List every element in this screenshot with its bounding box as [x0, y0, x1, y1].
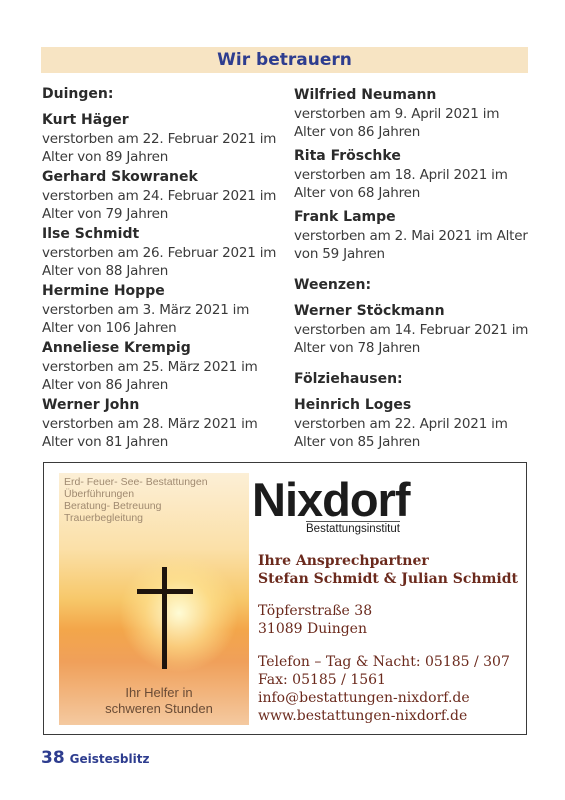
contact-names: Stefan Schmidt & Julian Schmidt [258, 571, 518, 587]
obituary-name: Heinrich Loges [294, 397, 412, 413]
obituary-text: Alter von 79 Jahren [42, 206, 169, 222]
obituary-text: verstorben am 28. März 2021 im [42, 416, 258, 432]
obituary-name: Anneliese Krempig [42, 340, 191, 356]
publication-name: Geistesblitz [69, 752, 150, 766]
website-link[interactable]: www.bestattungen-nixdorf.de [258, 708, 468, 724]
email-address[interactable]: info@bestattungen-nixdorf.de [258, 690, 470, 706]
slogan-line: schweren Stunden [105, 701, 213, 716]
slogan-line: Ihr Helfer in [125, 685, 193, 700]
obituary-text: Alter von 85 Jahren [294, 434, 421, 450]
obituary-entry [42, 282, 282, 337]
obituary-text: verstorben am 3. März 2021 im [42, 302, 250, 318]
obituary-text: Alter von 106 Jahren [42, 320, 177, 336]
obituary-name: Ilse Schmidt [42, 226, 140, 242]
obituary-name: Werner John [42, 397, 140, 413]
company-logo: Nixdorf [252, 473, 410, 526]
obituary-text: verstorben am 24. Februar 2021 im [42, 188, 277, 204]
obituary-entry [42, 339, 282, 394]
obituary-name: Rita Fröschke [294, 148, 401, 164]
section-title: Wir betrauern [217, 50, 352, 70]
service-item: Beratung- Betreuung [64, 500, 162, 512]
obituary-entry [294, 302, 534, 357]
obituary-text: verstorben am 26. Februar 2021 im [42, 245, 277, 261]
obituary-text: verstorben am 22. Februar 2021 im [42, 131, 277, 147]
services-list [64, 476, 208, 524]
obituary-entry [294, 147, 534, 202]
obituary-name: Werner Stöckmann [294, 303, 445, 319]
cross-icon-bar [137, 589, 193, 594]
right-column [294, 86, 534, 451]
section-header [41, 47, 528, 73]
obituary-text: verstorben am 9. April 2021 im [294, 106, 500, 122]
obituary-text: Alter von 89 Jahren [42, 149, 169, 165]
obituary-text: Alter von 88 Jahren [42, 263, 169, 279]
funeral-home-advertisement [43, 462, 527, 735]
place-heading-foelziehausen: Fölziehausen: [294, 371, 403, 387]
obituary-name: Wilfried Neumann [294, 87, 437, 103]
obituary-entry [294, 208, 534, 263]
obituary-text: verstorben am 25. März 2021 im [42, 359, 258, 375]
cross-icon [162, 567, 167, 669]
company-logo-subtitle: Bestattungsinstitut [306, 523, 400, 535]
helper-slogan [84, 685, 234, 717]
service-item: Überführungen [64, 488, 135, 500]
obituary-name: Gerhard Skowranek [42, 169, 198, 185]
page-footer [41, 748, 149, 768]
obituary-text: verstorben am 2. Mai 2021 im Alter [294, 228, 528, 244]
page-number: 38 [41, 748, 65, 768]
obituary-text: Alter von 86 Jahren [42, 377, 169, 393]
obituary-text: Alter von 78 Jahren [294, 340, 421, 356]
address-city: 31089 Duingen [258, 621, 367, 637]
sun-glow [119, 553, 239, 673]
obituary-text: Alter von 86 Jahren [294, 124, 421, 140]
obituary-text: verstorben am 14. Februar 2021 im [294, 322, 529, 338]
obituary-name: Kurt Häger [42, 112, 129, 128]
obituary-text: von 59 Jahren [294, 246, 385, 262]
obituary-name: Frank Lampe [294, 209, 396, 225]
contact-title: Ihre Ansprechpartner [258, 553, 429, 569]
phone-number: Telefon – Tag & Nacht: 05185 / 307 [258, 654, 510, 670]
place-heading-duingen: Duingen: [42, 86, 114, 102]
obituary-text: Alter von 68 Jahren [294, 185, 421, 201]
address-street: Töpferstraße 38 [258, 603, 373, 619]
obituary-text: verstorben am 18. April 2021 im [294, 167, 508, 183]
place-heading-weenzen: Weenzen: [294, 277, 372, 293]
obituary-entry [294, 86, 534, 141]
obituary-entry [42, 111, 282, 166]
fax-number: Fax: 05185 / 1561 [258, 672, 386, 688]
obituary-entry [42, 396, 282, 451]
obituary-text: verstorben am 22. April 2021 im [294, 416, 508, 432]
obituary-entry [42, 225, 282, 280]
service-item: Erd- Feuer- See- Bestattungen [64, 476, 208, 488]
obituary-text: Alter von 81 Jahren [42, 434, 169, 450]
left-column [42, 86, 282, 451]
obituary-name: Hermine Hoppe [42, 283, 165, 299]
obituary-entry [42, 168, 282, 223]
obituary-entry [294, 396, 534, 451]
service-item: Trauerbegleitung [64, 512, 143, 524]
